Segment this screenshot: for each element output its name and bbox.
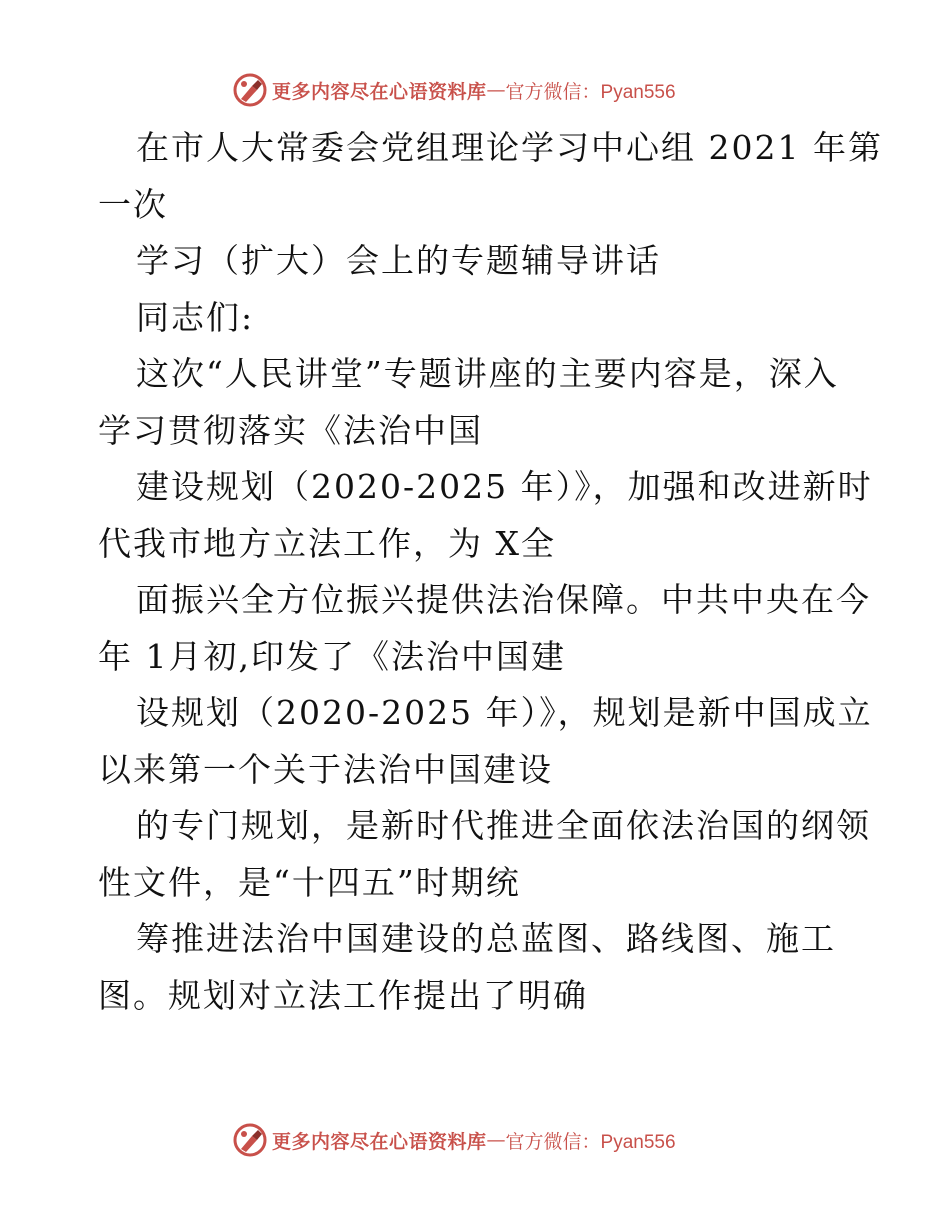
body-line: 以来第一个关于法治中国建设 [98,749,553,789]
body-line: 代我市地方立法工作，为 X全 [98,523,556,563]
watermark-separator: — [486,79,506,101]
watermark-main-text: 更多内容尽在心语资料库 [272,80,487,103]
body-line: 设规划（2020-2025 年）》，规划是新中国成立 [136,693,873,732]
body-line: 的专门规划，是新时代推进全面依法治国的纲领 [136,806,871,845]
body-line: 学习贯彻落实《法治中国 [98,410,483,450]
document-body [98,120,883,1024]
watermark-separator: — [486,1129,506,1151]
watermark-wechat-text: 官方微信：Pyan556 [505,1131,676,1153]
pen-circle-logo-icon [232,72,268,108]
body-line: 这次“人民讲堂”专题讲座的主要内容是，深入 [136,354,839,393]
title-line-3: 学习（扩大）会上的专题辅导讲话 [136,241,661,280]
title-line-2: 一次 [98,184,168,224]
body-line: 面振兴全方位振兴提供法治保障。中共中央在今 [136,580,871,619]
body-line: 筹推进法治中国建设的总蓝图、路线图、施工 [136,919,836,958]
body-line: 性文件，是“十四五”时期统 [98,862,521,902]
watermark-main-text: 更多内容尽在心语资料库 [272,1130,487,1153]
salutation: 同志们: [136,297,255,337]
body-line: 年 1月初,印发了《法治中国建 [98,636,566,676]
pen-circle-logo-icon [232,1122,268,1158]
watermark-banner-bottom [232,1120,676,1160]
body-line: 建设规划（2020-2025 年）》，加强和改进新时 [136,467,873,506]
watermark-banner-top [232,70,676,110]
watermark-wechat-text: 官方微信：Pyan556 [505,81,676,103]
title-line-1: 在市人大常委会党组理论学习中心组 2021 年第 [136,128,883,167]
body-line: 图。规划对立法工作提出了明确 [98,975,588,1015]
